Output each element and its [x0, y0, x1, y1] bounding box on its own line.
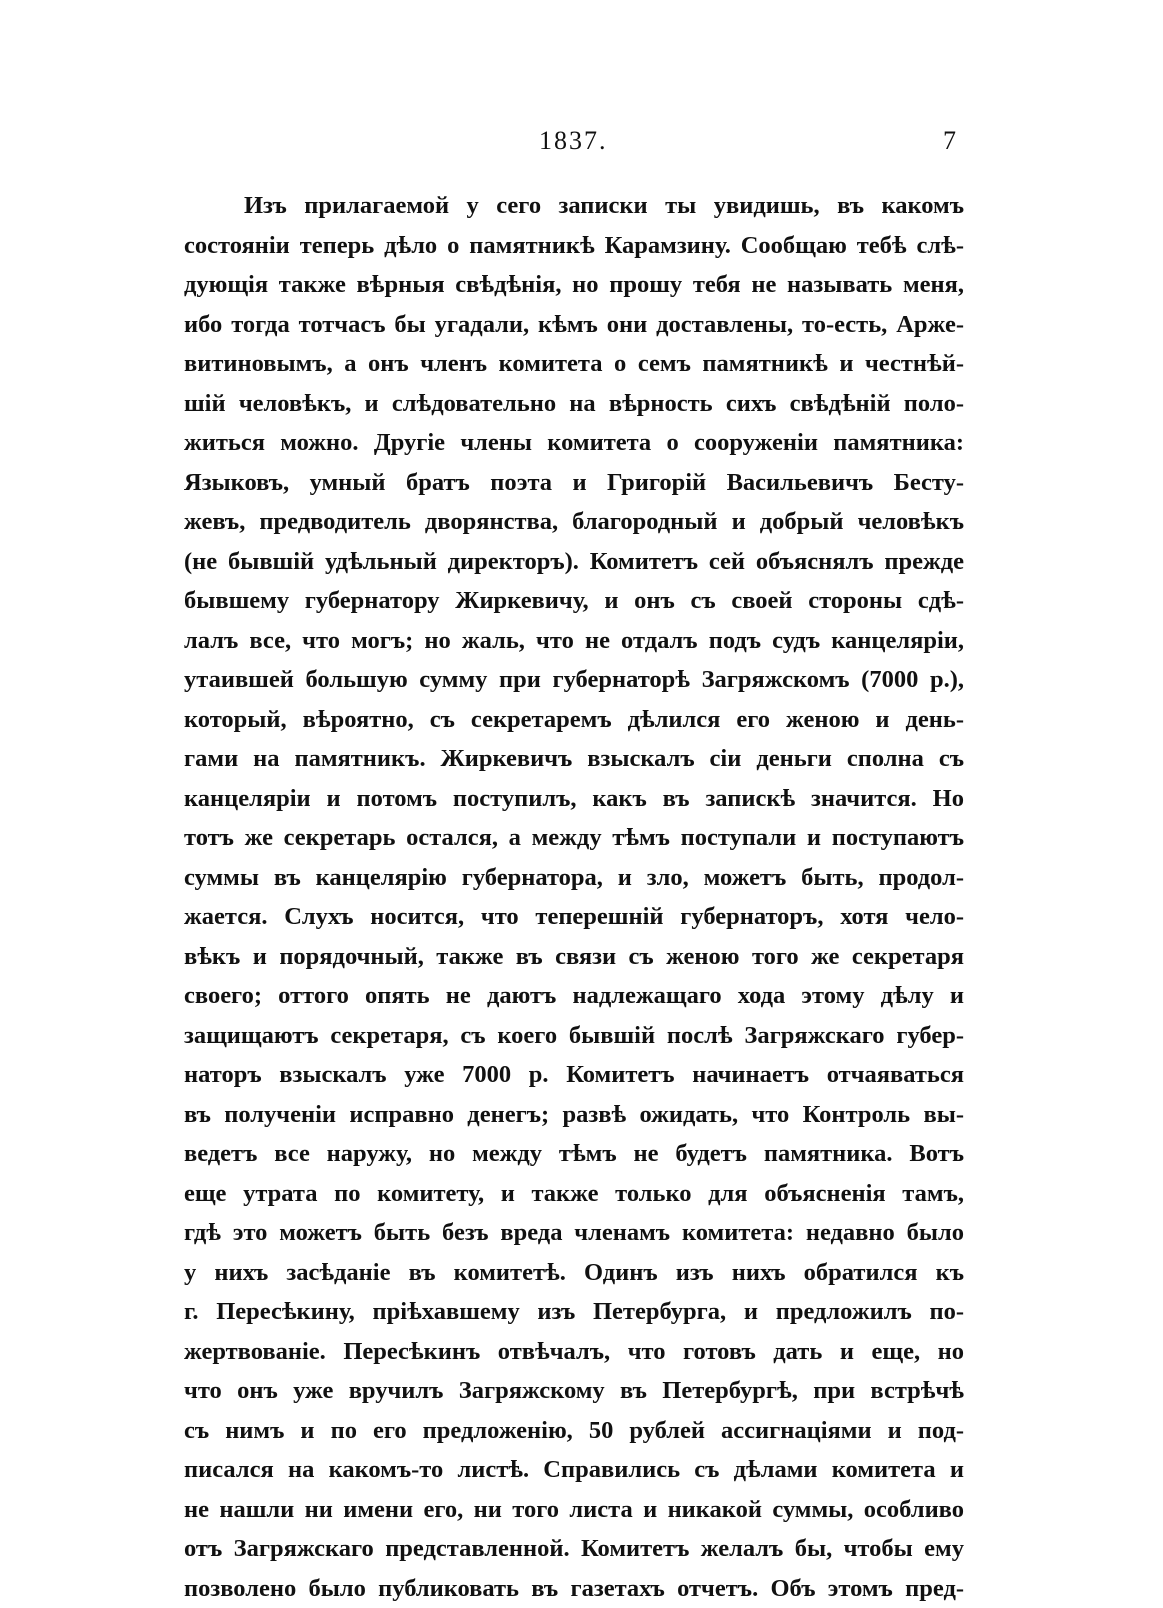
text-line: состояніи теперь дѣло о памятникѣ Карамзину. Сообщаю тебѣ слѣ- [184, 226, 964, 266]
text-line: дующія также вѣрныя свѣдѣнія, но прошу тебя не называть меня, [184, 265, 964, 305]
text-line: гами на памятникъ. Жиркевичъ взыскалъ сіи деньги сполна съ [184, 739, 964, 779]
text-line: еще утрата по комитету, и также только для объясненія тамъ, [184, 1174, 964, 1214]
text-line: жертвованіе. Пересѣкинъ отвѣчалъ, что готовъ дать и еще, но [184, 1332, 964, 1372]
text-line: жевъ, предводитель дворянства, благородный и добрый человѣкъ [184, 502, 964, 542]
text-line: жается. Слухъ носится, что теперешній губернаторъ, хотя чело- [184, 897, 964, 937]
text-line: витиновымъ, а онъ членъ комитета о семъ памятникѣ и честнѣй- [184, 344, 964, 384]
body-text [184, 186, 964, 1608]
text-line: житься можно. Другіе члены комитета о сооруженіи памятника: [184, 423, 964, 463]
text-line: Языковъ, умный братъ поэта и Григорій Васильевичъ Бесту- [184, 463, 964, 503]
running-header [184, 126, 964, 166]
text-line: шій человѣкъ, и слѣдовательно на вѣрность сихъ свѣдѣній поло- [184, 384, 964, 424]
text-line: позволено было публиковать въ газетахъ отчетъ. Объ этомъ пред- [184, 1569, 964, 1608]
text-line: канцеляріи и потомъ поступилъ, какъ въ запискѣ значится. Но [184, 779, 964, 819]
page-number: 7 [943, 126, 956, 156]
text-line: вѣкъ и порядочный, также въ связи съ женою того же секретаря [184, 937, 964, 977]
text-line: наторъ взыскалъ уже 7000 р. Комитетъ начинаетъ отчаяваться [184, 1055, 964, 1095]
header-year: 1837. [539, 126, 608, 156]
text-line: г. Пересѣкину, пріѣхавшему изъ Петербурга, и предложилъ по- [184, 1292, 964, 1332]
text-line: утаившей большую сумму при губернаторѣ Загряжскомъ (7000 р.), [184, 660, 964, 700]
text-line: ибо тогда тотчасъ бы угадали, кѣмъ они доставлены, то-есть, Арже- [184, 305, 964, 345]
text-line: защищаютъ секретаря, съ коего бывшій послѣ Загряжскаго губер- [184, 1016, 964, 1056]
text-line: въ полученіи исправно денегъ; развѣ ожидать, что Контроль вы- [184, 1095, 964, 1135]
text-line: (не бывшій удѣльный директоръ). Комитетъ сей объяснялъ прежде [184, 542, 964, 582]
text-line: писался на какомъ-то листѣ. Справились съ дѣлами комитета и [184, 1450, 964, 1490]
text-line: который, вѣроятно, съ секретаремъ дѣлился его женою и день- [184, 700, 964, 740]
text-line: своего; оттого опять не даютъ надлежащаго хода этому дѣлу и [184, 976, 964, 1016]
text-line: гдѣ это можетъ быть безъ вреда членамъ комитета: недавно было [184, 1213, 964, 1253]
text-line: что онъ уже вручилъ Загряжскому въ Петербургѣ, при встрѣчѣ [184, 1371, 964, 1411]
text-line: бывшему губернатору Жиркевичу, и онъ съ своей стороны сдѣ- [184, 581, 964, 621]
text-line: не нашли ни имени его, ни того листа и никакой суммы, особливо [184, 1490, 964, 1530]
text-line: у нихъ засѣданіе въ комитетѣ. Одинъ изъ нихъ обратился къ [184, 1253, 964, 1293]
text-line: ведетъ все наружу, но между тѣмъ не будетъ памятника. Вотъ [184, 1134, 964, 1174]
text-line: лалъ все, что могъ; но жаль, что не отдалъ подъ судъ канцеляріи, [184, 621, 964, 661]
text-line: съ нимъ и по его предложенію, 50 рублей ассигнаціями и под- [184, 1411, 964, 1451]
text-line: суммы въ канцелярію губернатора, и зло, можетъ быть, продол- [184, 858, 964, 898]
text-line: отъ Загряжскаго представленной. Комитетъ желалъ бы, чтобы ему [184, 1529, 964, 1569]
text-line: Изъ прилагаемой у сего записки ты увидишь, въ какомъ [184, 186, 964, 226]
text-line: тотъ же секретарь остался, а между тѣмъ поступали и поступаютъ [184, 818, 964, 858]
